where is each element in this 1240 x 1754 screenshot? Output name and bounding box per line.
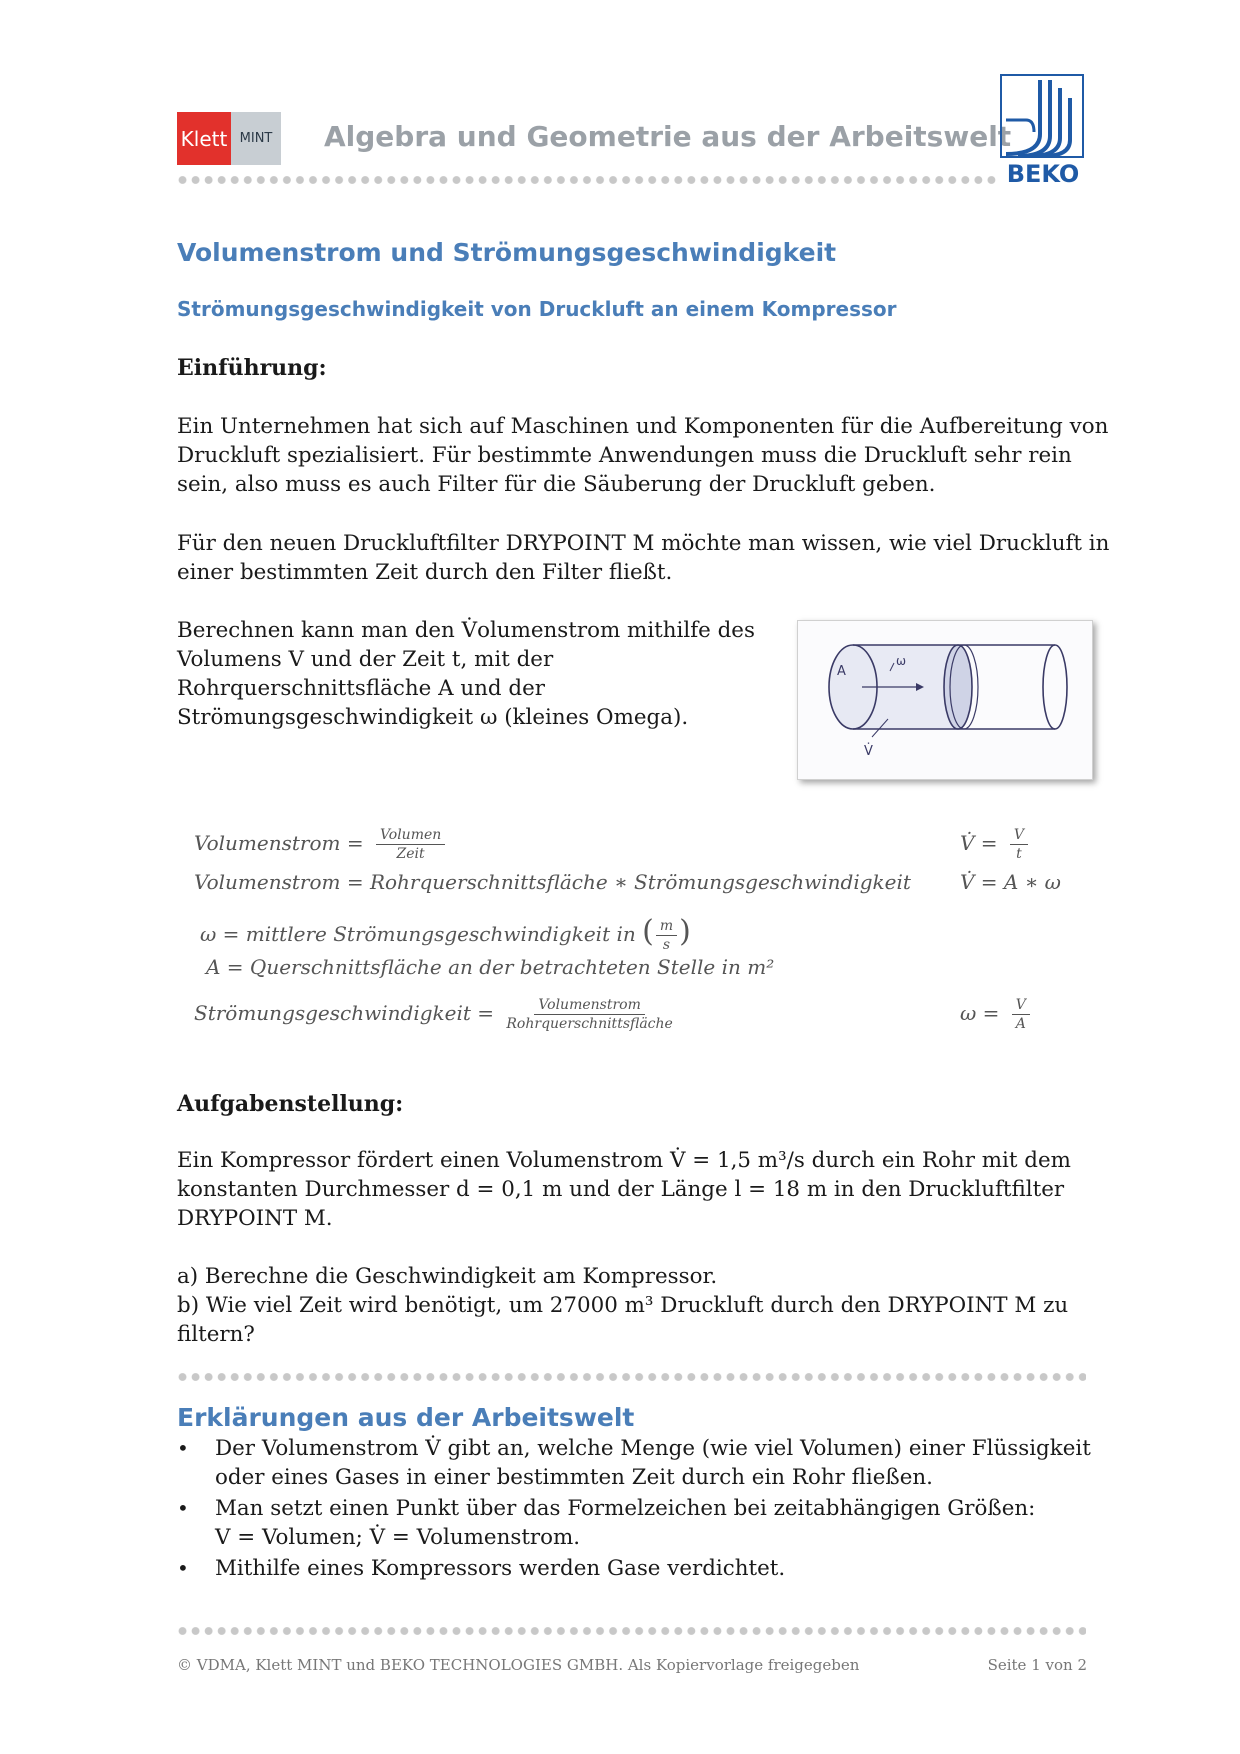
- fraction-denominator: s: [662, 937, 671, 953]
- intro-paragraph-1: [177, 412, 1108, 499]
- text-line: Strömungsgeschwindigkeit ω (kleines Omega).: [177, 705, 689, 730]
- text-line: sein, also muss es auch Filter für die Säuberung der Druckluft geben.: [177, 472, 936, 497]
- list-item: [177, 1554, 1097, 1583]
- list-item: [177, 1494, 1097, 1552]
- task-paragraph: [177, 1146, 1071, 1233]
- fraction-numerator: Volumenstrom: [534, 996, 645, 1015]
- formula-fraction: [1012, 996, 1030, 1033]
- text-line: Rohrquerschnittsfläche A und der: [177, 676, 545, 701]
- header-title: Algebra und Geometrie aus der Arbeitswelt: [324, 120, 1012, 153]
- intro-heading: Einführung:: [177, 355, 327, 381]
- header-divider: [176, 175, 1000, 185]
- formula-fraction: [1010, 826, 1028, 863]
- beko-logo-text: BEKO: [1006, 160, 1080, 186]
- text-line: Ein Unternehmen hat sich auf Maschinen und Komponenten für die Aufbereitung von: [177, 414, 1109, 439]
- task-questions: [177, 1262, 1068, 1349]
- bullet-icon: •: [177, 1436, 189, 1460]
- unit-fraction: [656, 917, 677, 954]
- explanations-list: [177, 1434, 1097, 1585]
- formula-lhs: V̇ =: [960, 831, 998, 855]
- text-line: Mithilfe eines Kompressors werden Gase verdichtet.: [215, 1556, 786, 1581]
- mint-logo-text: MINT: [231, 112, 281, 165]
- beko-logo: [1000, 74, 1086, 186]
- pipe-sketch: [798, 621, 1092, 779]
- text-line: konstanten Durchmesser d = 0,1 m und der Länge l = 18 m in den Druckluftfilter: [177, 1177, 1065, 1202]
- formula-stroemungsgeschwindigkeit: [194, 996, 679, 1033]
- footer-copyright: © VDMA, Klett MINT und BEKO TECHNOLOGIES GMBH. Als Kopiervorlage freigegeben: [177, 1656, 860, 1674]
- figure-label-v: V̇: [864, 744, 873, 759]
- formula-text: ω = mittlere Strömungsgeschwindigkeit in: [200, 922, 636, 946]
- fraction-denominator: t: [1016, 846, 1022, 862]
- text-line: Ein Kompressor fördert einen Volumenstrom V̇ = 1,5 m³/s durch ein Rohr mit dem: [177, 1148, 1071, 1173]
- text-line: Für den neuen Druckluftfilter DRYPOINT M möchte man wissen, wie viel Druckluft in: [177, 531, 1110, 556]
- text-line: oder eines Gases in einer bestimmten Zeit durch ein Rohr fließen.: [215, 1465, 933, 1490]
- fraction-numerator: m: [656, 917, 677, 936]
- text-line: Volumens V und der Zeit t, mit der: [177, 647, 554, 672]
- page-title: Volumenstrom und Strömungsgeschwindigkeit: [177, 238, 837, 267]
- question-a: a) Berechne die Geschwindigkeit am Kompressor.: [177, 1264, 718, 1289]
- fraction-denominator: Rohrquerschnittsfläche: [506, 1016, 673, 1032]
- text-line: einer bestimmten Zeit durch den Filter fließt.: [177, 560, 673, 585]
- list-item: [177, 1434, 1097, 1492]
- text-line: V = Volumen; V̇ = Volumenstrom.: [215, 1525, 581, 1550]
- question-b-continued: filtern?: [177, 1322, 255, 1347]
- page-subtitle: Strömungsgeschwindigkeit von Druckluft an einem Kompressor: [177, 297, 897, 321]
- section-divider: [176, 1372, 1086, 1382]
- task-heading: Aufgabenstellung:: [177, 1091, 404, 1117]
- figure-label-omega: ω: [896, 654, 907, 668]
- text-line: DRYPOINT M.: [177, 1206, 333, 1231]
- pipe-sketch-figure: [797, 620, 1093, 780]
- fraction-numerator: V: [1010, 826, 1028, 845]
- formula-fraction: [506, 996, 672, 1033]
- text-line: Druckluft spezialisiert. Für bestimmte Anwendungen muss die Druckluft sehr rein: [177, 443, 1072, 468]
- text-line: Man setzt einen Punkt über das Formelzeichen bei zeitabhängigen Größen:: [215, 1496, 1036, 1521]
- formula-lhs: Volumenstrom =: [194, 831, 364, 855]
- formula-lhs: ω =: [960, 1001, 1000, 1025]
- intro-paragraph-2: [177, 529, 1109, 587]
- formula-area-definition: A = Querschnittsfläche an der betrachteten Stelle in m²: [206, 955, 775, 979]
- figure-label-a: A: [837, 664, 846, 679]
- fraction-denominator: A: [1015, 1016, 1026, 1032]
- fraction-numerator: V: [1012, 996, 1030, 1015]
- footer-page-number: Seite 1 von 2: [987, 1656, 1087, 1674]
- klett-mint-logo: [177, 112, 281, 165]
- klett-logo-text: Klett: [177, 112, 231, 165]
- formula-omega-definition: ω = mittlere Strömungsgeschwindigkeit in ( $\frac{m}{s}$ ): [200, 914, 691, 953]
- explanations-heading: Erklärungen aus der Arbeitswelt: [177, 1403, 635, 1432]
- formula-short-1: [960, 826, 1034, 863]
- question-b: b) Wie viel Zeit wird benötigt, um 27000 m³ Druckluft durch den DRYPOINT M zu: [177, 1293, 1069, 1318]
- formula-fraction: [376, 826, 445, 863]
- formula-volumenstrom-zeit: [194, 826, 451, 863]
- fraction-numerator: Volumen: [376, 826, 445, 845]
- text-line: Berechnen kann man den V̇olumenstrom mithilfe des: [177, 618, 755, 643]
- text-line: Der Volumenstrom V̇ gibt an, welche Menge (wie viel Volumen) einer Flüssigkeit: [215, 1436, 1091, 1461]
- formula-short-3: [960, 996, 1036, 1033]
- formula-lhs: Strömungsgeschwindigkeit =: [194, 1001, 495, 1025]
- fraction-denominator: Zeit: [396, 846, 425, 862]
- bullet-icon: •: [177, 1556, 189, 1580]
- bullet-icon: •: [177, 1496, 189, 1520]
- formula-short-2: V̇ = A ∗ ω: [960, 870, 1061, 894]
- intro-paragraph-3: [177, 616, 755, 732]
- formula-volumenstrom-produkt: Volumenstrom = Rohrquerschnittsfläche ∗ Strömungsgeschwindigkeit: [194, 870, 911, 894]
- footer-divider: [176, 1626, 1086, 1636]
